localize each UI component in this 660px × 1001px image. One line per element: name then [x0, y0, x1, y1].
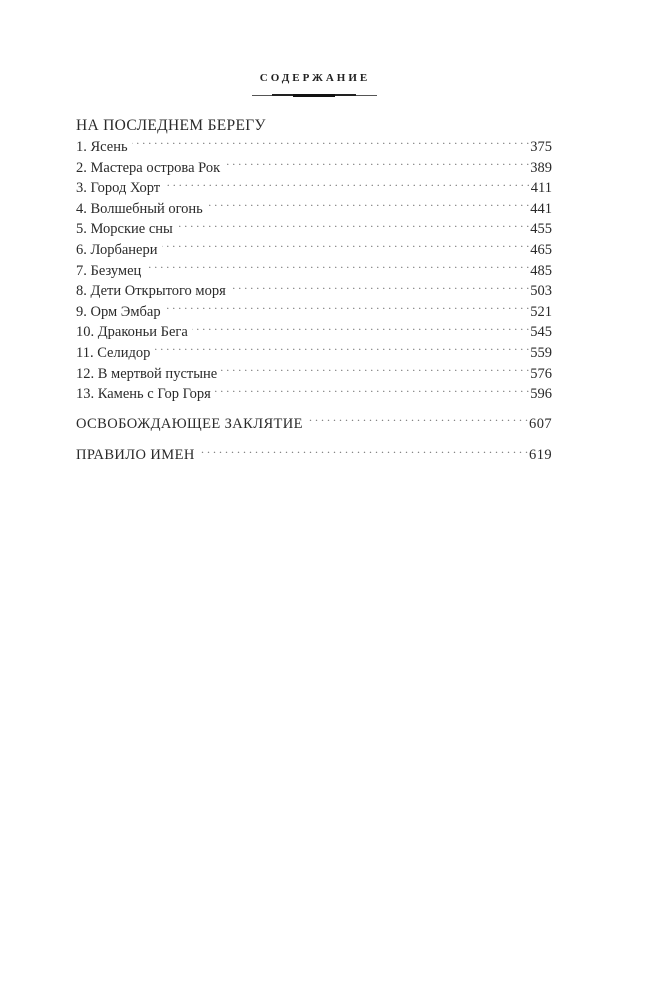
entry-label: 4. Волшебный огонь: [76, 200, 203, 217]
entry-label: 10. Драконьи Бега: [76, 324, 188, 341]
toc-entry-5[interactable]: [76, 219, 552, 240]
dot-leader: [165, 302, 530, 316]
entry-label: 13. Камень с Гор Горя: [76, 386, 211, 403]
toc-entry-12[interactable]: [76, 364, 552, 385]
entry-page: 465: [530, 241, 552, 258]
toc-entry-10[interactable]: [76, 322, 552, 343]
entry-page: 576: [530, 365, 552, 382]
dot-leader: [132, 137, 530, 151]
entry-page: 389: [530, 159, 552, 176]
entry-page: 411: [530, 180, 552, 197]
entry-label: 7. Безумец: [76, 262, 142, 279]
toc-entry-9[interactable]: [76, 302, 552, 323]
entry-label: 12. В мертвой пустыне: [76, 365, 218, 382]
toc-entry-11[interactable]: [76, 343, 552, 364]
toc-entry-7[interactable]: [76, 261, 552, 282]
entry-page: 521: [530, 303, 552, 320]
dot-leader: [177, 219, 529, 233]
toc-entry-4[interactable]: [76, 199, 552, 220]
entry-page: 607: [529, 415, 552, 432]
toc-entry-liberating-spell[interactable]: [76, 414, 552, 435]
entry-label: ПРАВИЛО ИМЕН: [76, 447, 195, 464]
toc-entry-2[interactable]: [76, 158, 552, 179]
dot-leader: [207, 199, 529, 213]
entry-page: 485: [530, 262, 552, 279]
entry-label: 3. Город Хорт: [76, 180, 161, 197]
dot-leader: [221, 364, 529, 378]
dot-leader: [307, 414, 528, 428]
dot-leader: [230, 281, 529, 295]
entry-label: 11. Селидор: [76, 344, 151, 361]
toc-entry-13[interactable]: [76, 384, 552, 405]
dot-leader: [215, 384, 529, 398]
entry-label: 8. Дети Открытого моря: [76, 283, 226, 300]
entry-page: 375: [530, 139, 552, 155]
heading-rule-accent-center: [293, 94, 335, 97]
entry-page: 596: [530, 386, 552, 403]
entry-label: 1. Ясень: [76, 139, 128, 155]
dot-leader: [154, 343, 529, 357]
entry-page: 441: [530, 200, 552, 217]
entry-page: 455: [530, 221, 552, 238]
toc-entry-6[interactable]: [76, 240, 552, 261]
entry-page: 545: [530, 324, 552, 341]
toc-entry-3[interactable]: [76, 178, 552, 199]
dot-leader: [145, 261, 529, 275]
dot-leader: [224, 158, 529, 172]
entry-label: 6. Лорбанери: [76, 241, 158, 258]
toc-entry-rule-of-names[interactable]: [76, 445, 552, 466]
toc-heading: СОДЕРЖАНИЕ: [259, 72, 371, 84]
entry-label: 5. Морские сны: [76, 221, 173, 238]
toc-entry-1[interactable]: [76, 137, 552, 158]
dot-leader: [164, 178, 530, 192]
table-of-contents: [76, 116, 552, 466]
entry-page: 559: [530, 344, 552, 361]
dot-leader: [199, 445, 528, 459]
entry-page: 503: [530, 283, 552, 300]
dot-leader: [162, 240, 530, 254]
toc-entry-8[interactable]: [76, 281, 552, 302]
entry-page: 619: [529, 447, 552, 464]
entry-label: 2. Мастера острова Рок: [76, 159, 221, 176]
entry-label: ОСВОБОЖДАЮЩЕЕ ЗАКЛЯТИЕ: [76, 415, 303, 432]
dot-leader: [192, 322, 529, 336]
entry-label: 9. Орм Эмбар: [76, 303, 161, 320]
part-title: НА ПОСЛЕДНЕМ БЕРЕГУ: [76, 117, 266, 134]
